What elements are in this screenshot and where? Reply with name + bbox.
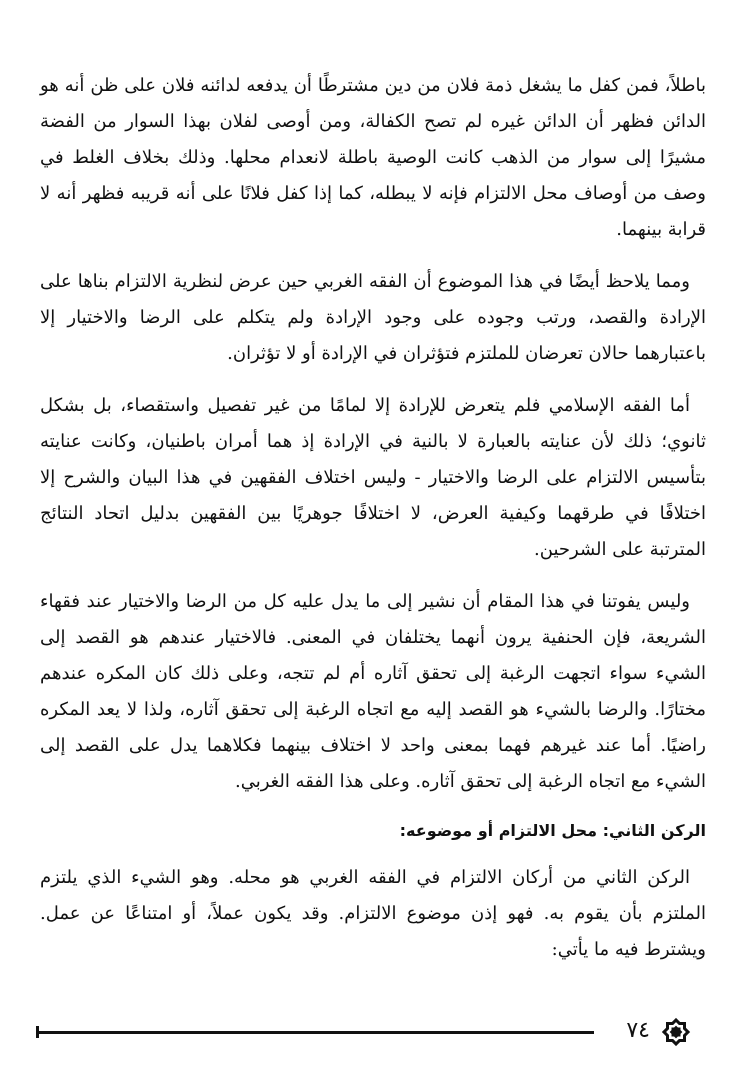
paragraph-2: ومما يلاحظ أيضًا في هذا الموضوع أن الفقه الغربي حين عرض لنظرية الالتزام بناها على الإرادة والقصد، ورتب وجوده على وجود الإرادة ولم يتكلم على الرضا والاختيار إلا باعتبارهما حالان تعرضان للملتزم فتؤثران في الإرادة أو لا تؤثران. — [40, 271, 706, 364]
footer-rule — [38, 1031, 594, 1034]
paragraph-3: أما الفقه الإسلامي فلم يتعرض للإرادة إلا لمامًا من غير تفصيل واستقصاء، بل بشكل ثانوي؛ ذلك لأن عنايته بالعبارة لا بالنية في الإرادة إذ هما أمران باطنيان، وكانت عنايته بتأسيس الالتزام على الرضا والاختيار - وليس اختلاف الفقهين في هذا البيان والشرح إلا اختلافًا في طرقهما وكيفية العرض، لا اختلافًا جوهريًا بين الفقهين بدليل اتحاد النتائج المترتبة على الشرحين. — [40, 395, 706, 560]
paragraph-5: الركن الثاني من أركان الالتزام في الفقه الغربي هو محله. وهو الشيء الذي يلتزم الملتزم بأن يقوم به. فهو إذن موضوع الالتزام. وقد يكون عملاً، أو امتناعًا عن عمل. ويشترط فيه ما يأتي: — [40, 867, 706, 960]
eight-point-star-ornament-icon — [658, 1014, 694, 1050]
page-body — [40, 68, 706, 984]
paragraph-4: وليس يفوتنا في هذا المقام أن نشير إلى ما يدل عليه كل من الرضا والاختيار عند فقهاء الشريعة، فإن الحنفية يرون أنهما يختلفان في المعنى. فالاختيار عندهم هو القصد إلى الشيء سواء اتجهت الرغبة إلى تحقق آثاره أم لم تتجه، وعلى ذلك كان المكره عندهم مختارًا. والرضا بالشيء هو القصد إليه مع اتجاه الرغبة إلى تحقق آثاره، ولذا لا يعد المكره راضيًا. أما عند غيرهم فهما بمعنى واحد لا اختلاف بينهما فكلاهما يدل على القصد إلى الشيء مع اتجاه الرغبة إلى تحقق آثاره. وعلى هذا الفقه الغربي. — [40, 591, 706, 792]
paragraph-1: باطلاً، فمن كفل ما يشغل ذمة فلان من دين مشترطًا أن يدفعه لدائنه فلان على ظن أنه هو الدائن فظهر أن الدائن غيره لم تصح الكفالة، ومن أوصى لفلان بهذا السوار من الفضة مشيرًا إلى سوار من الذهب كانت الوصية باطلة لانعدام محلها. وذلك بخلاف الغلط في وصف من أوصاف محل الالتزام فإنه لا يبطله، كما إذا كفل فلانًا على أنه قريبه فظهر أنه لا قرابة بينهما. — [40, 75, 706, 240]
footer-rule-end — [36, 1026, 39, 1038]
page-footer — [38, 1012, 694, 1052]
section-heading: الركن الثاني: محل الالتزام أو موضوعه: — [399, 821, 706, 840]
page-number: ٧٤ — [626, 1018, 650, 1043]
